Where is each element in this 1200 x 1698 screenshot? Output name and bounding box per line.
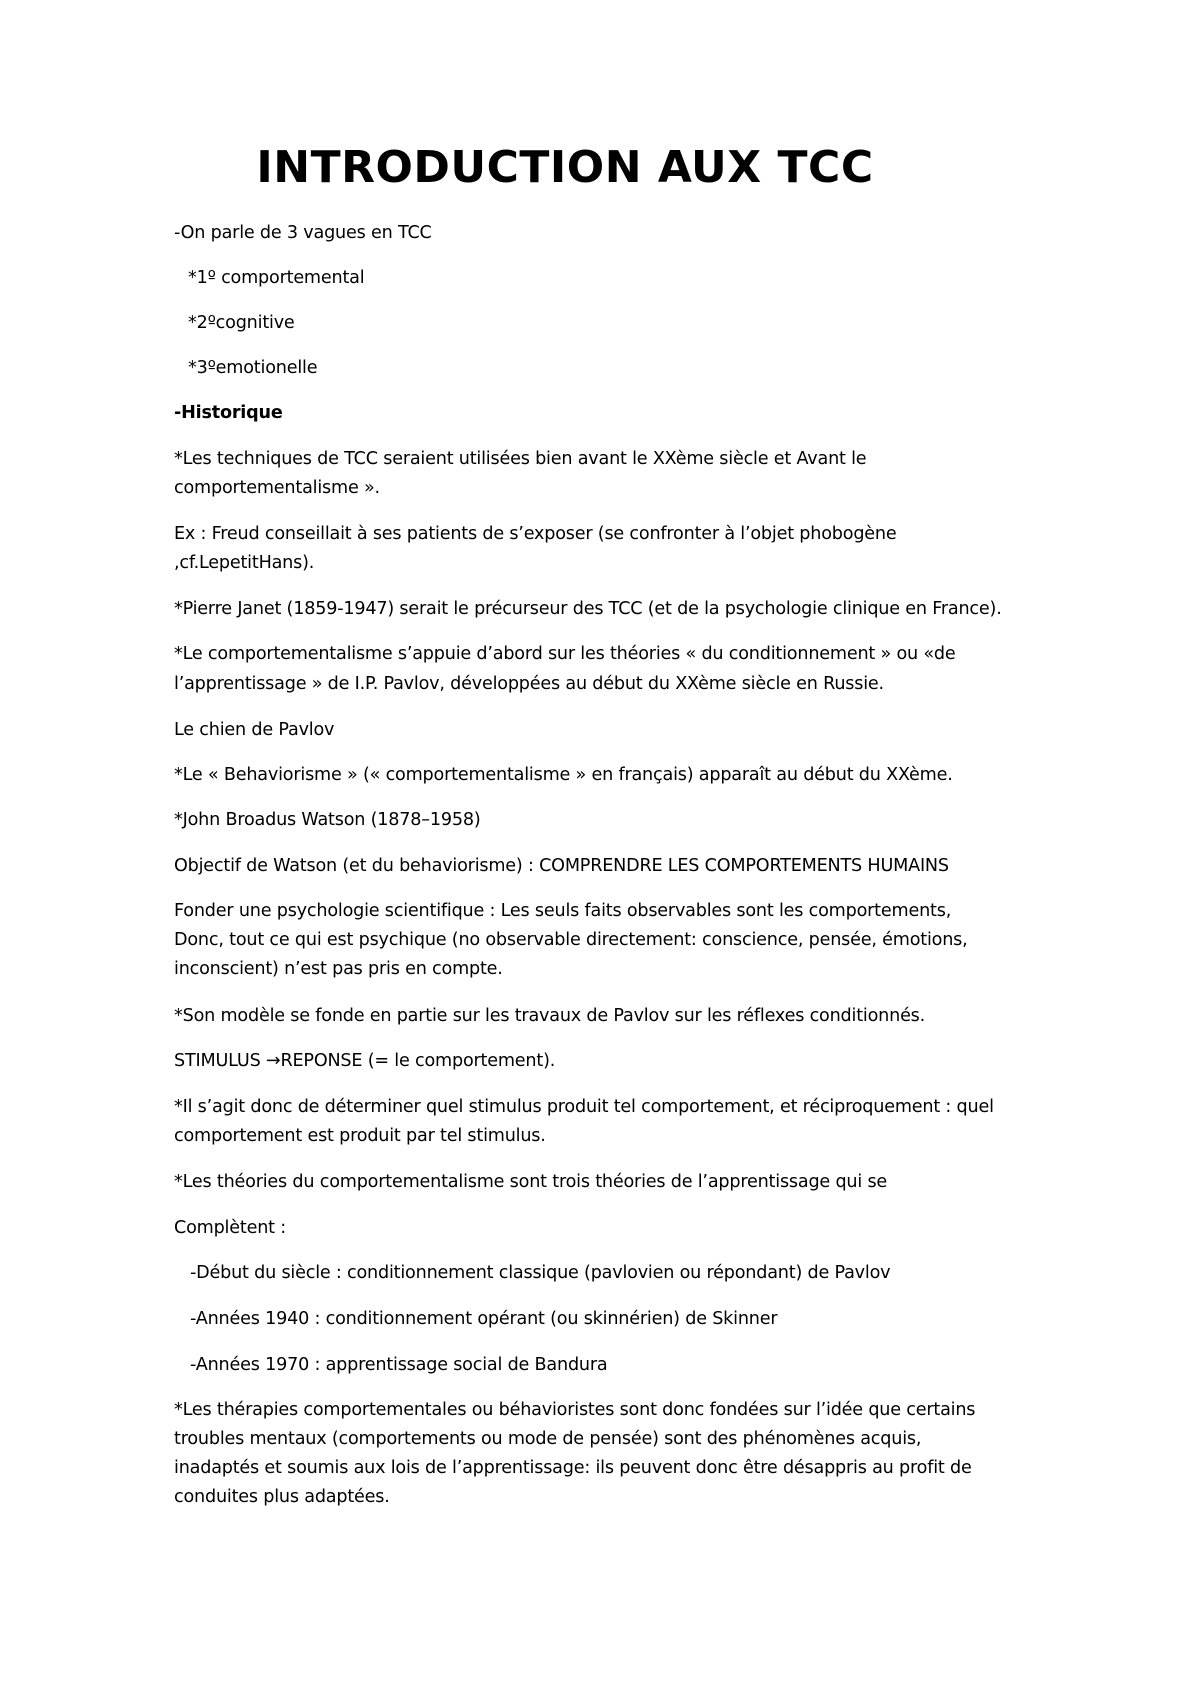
paragraph-line: troubles mentaux (comportements ou mode de pensée) sont des phénomènes acquis, [174,1429,922,1449]
list-item-vague-2: *2ºcognitive [188,313,295,333]
paragraph-line: *Il s’agit donc de déterminer quel stimulus produit tel comportement, et réciproquement : quel [174,1097,994,1117]
paragraph-line: *Pierre Janet (1859-1947) serait le précurseur des TCC (et de la psychologie clinique en France). [174,599,1002,619]
paragraph-line: *Les théories du comportementalisme sont trois théories de l’apprentissage qui se [174,1172,888,1192]
paragraph-vagues: -On parle de 3 vagues en TCC [174,223,432,243]
list-item: -Années 1970 : apprentissage social de Bandura [190,1355,608,1375]
list-item-vague-1: *1º comportemental [188,268,365,288]
list-item-vague-3: *3ºemotionelle [188,358,318,378]
paragraph-line: ,cf.LepetitHans). [174,553,315,573]
paragraph-line: comportementalisme ». [174,478,380,498]
paragraph-line: Fonder une psychologie scientifique : Les seuls faits observables sont les comportements, [174,901,952,921]
paragraph-line: Ex : Freud conseillait à ses patients de s’exposer (se confronter à l’objet phobogène [174,524,897,544]
list-item: -Début du siècle : conditionnement classique (pavlovien ou répondant) de Pavlov [190,1263,891,1283]
paragraph-line: *Le comportementalisme s’appuie d’abord sur les théories « du conditionnement » ou «de [174,644,956,664]
paragraph-line: inadaptés et soumis aux lois de l’apprentissage: ils peuvent donc être désappris au profit de [174,1458,972,1478]
paragraph-line: *Les techniques de TCC seraient utilisées bien avant le XXème siècle et Avant le [174,449,867,469]
section-heading-historique: -Historique [174,403,283,423]
paragraph-line: Donc, tout ce qui est psychique (no observable directement: conscience, pensée, émotions, [174,930,968,950]
paragraph-line: inconscient) n’est pas pris en compte. [174,959,503,979]
paragraph-line: Complètent : [174,1218,286,1238]
paragraph-line: *Son modèle se fonde en partie sur les travaux de Pavlov sur les réflexes conditionnés. [174,1006,926,1026]
paragraph-line: l’apprentissage » de I.P. Pavlov, développées au début du XXème siècle en Russie. [174,674,884,694]
paragraph-line: STIMULUS →REPONSE (= le comportement). [174,1051,556,1071]
paragraph-line: *Les thérapies comportementales ou béhavioristes sont donc fondées sur l’idée que certains [174,1400,976,1420]
paragraph-line: *Le « Behaviorisme » (« comportementalisme » en français) apparaît au début du XXème. [174,765,953,785]
paragraph-line: Objectif de Watson (et du behaviorisme) : COMPRENDRE LES COMPORTEMENTS HUMAINS [174,856,949,876]
list-item: -Années 1940 : conditionnement opérant (ou skinnérien) de Skinner [190,1309,778,1329]
paragraph-line: comportement est produit par tel stimulus. [174,1126,546,1146]
document-title: INTRODUCTION AUX TCC [256,142,874,193]
paragraph-line: *John Broadus Watson (1878–1958) [174,810,481,830]
paragraph-line: Le chien de Pavlov [174,720,335,740]
paragraph-line: conduites plus adaptées. [174,1487,390,1507]
